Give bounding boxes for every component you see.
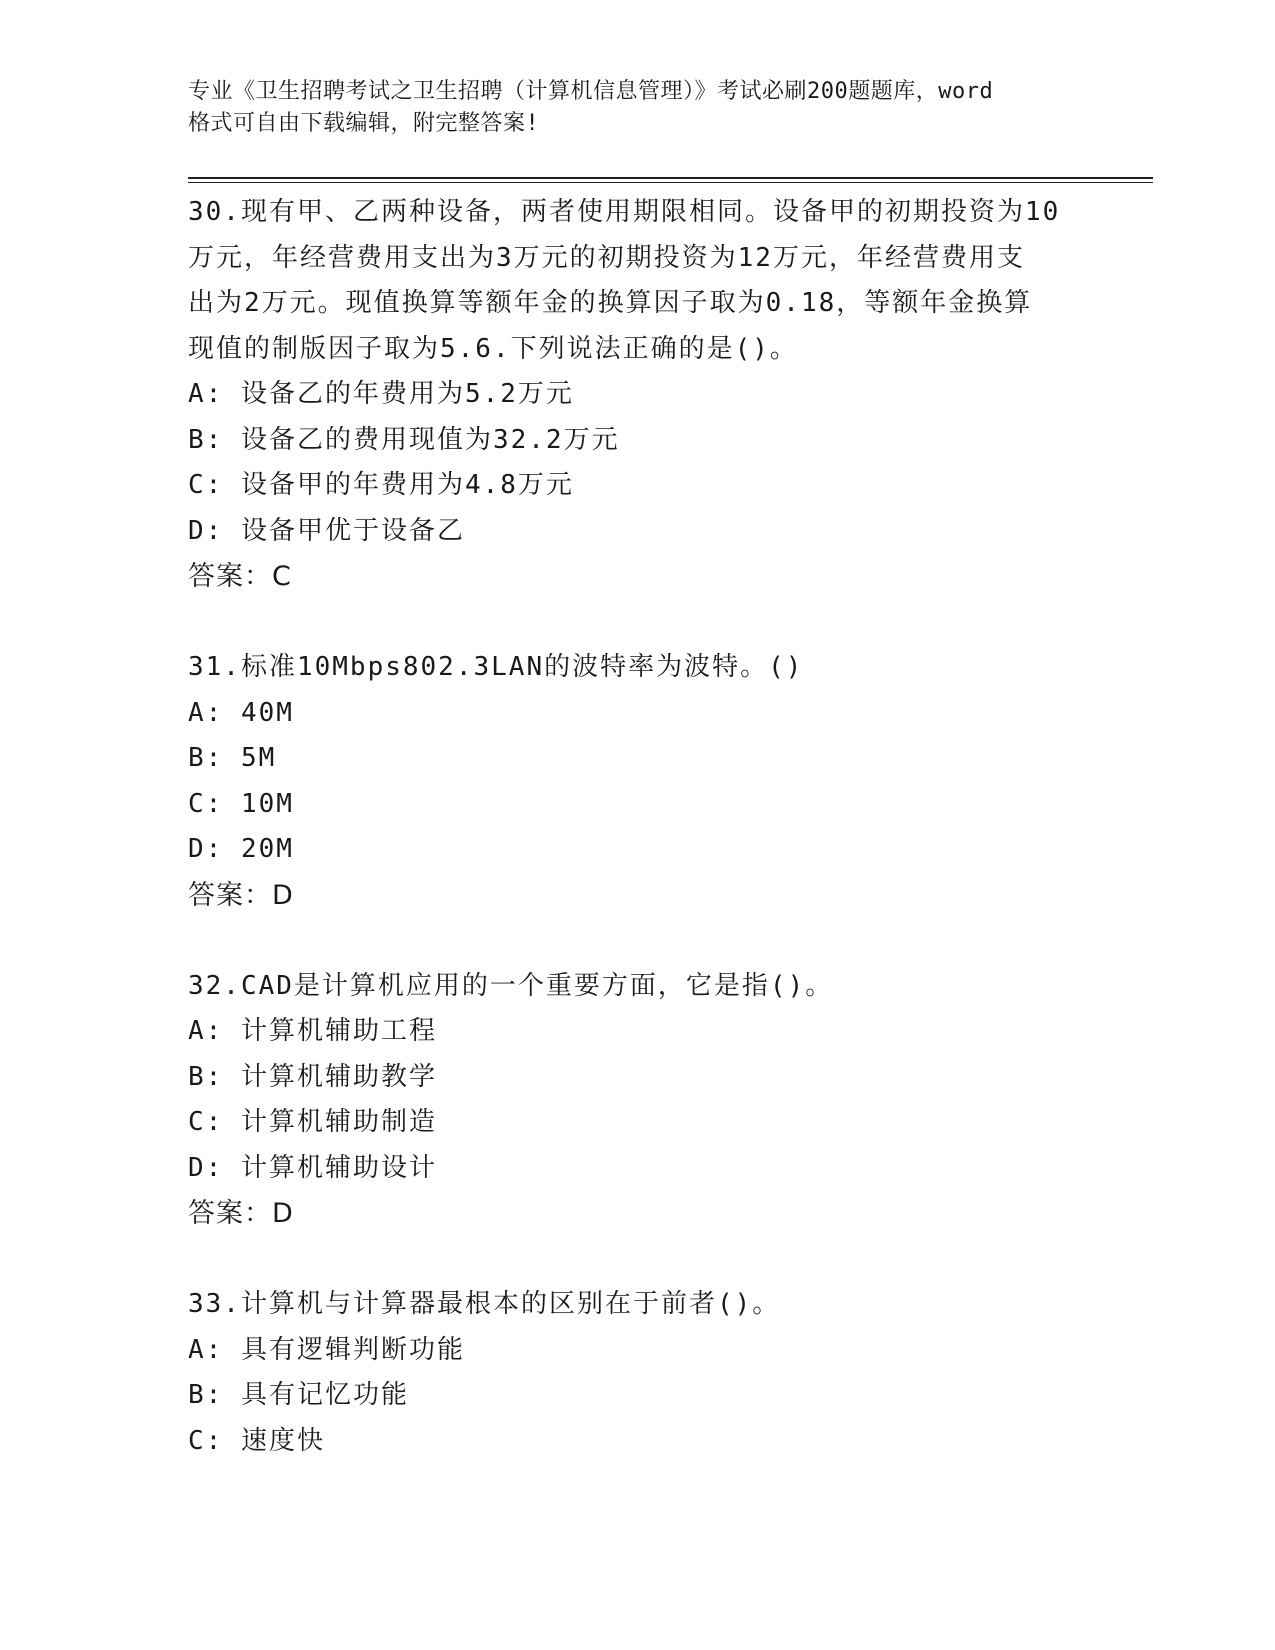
option-c: C: 设备甲的年费用为4.8万元 — [188, 470, 574, 500]
option-c: C: 10M — [188, 788, 294, 819]
header-divider — [188, 177, 1153, 179]
option-b: B: 计算机辅助教学 — [188, 1061, 437, 1092]
question-stem: 32.CAD是计算机应用的一个重要方面，它是指()。 — [188, 970, 834, 1001]
question-stem: 万元，年经营费用支出为3万元的初期投资为12万元，年经营费用支 — [188, 242, 1025, 273]
option-c: C: 速度快 — [188, 1425, 325, 1456]
answer: 答案：D — [188, 1198, 294, 1229]
option-a: A: 具有逻辑判断功能 — [188, 1334, 465, 1365]
question-spacer — [188, 1237, 1088, 1283]
question-32 — [188, 964, 1088, 1283]
question-31 — [188, 645, 1088, 964]
option-d: D: 计算机辅助设计 — [188, 1152, 437, 1183]
option-c: C: 计算机辅助制造 — [188, 1107, 437, 1137]
question-spacer — [188, 918, 1088, 964]
answer: 答案：C — [188, 561, 292, 592]
question-stem: 出为2万元。现值换算等额年金的换算因子取为0.18，等额年金换算 — [188, 288, 1033, 318]
option-a: A: 设备乙的年费用为5.2万元 — [188, 379, 574, 409]
option-b: B: 5M — [188, 743, 277, 773]
header-title-line-1: 专业《卫生招聘考试之卫生招聘（计算机信息管理）》考试必刷200题题库，word — [188, 79, 994, 104]
answer: 答案：D — [188, 879, 294, 911]
header-title-line-2: 格式可自由下载编辑，附完整答案! — [188, 111, 540, 136]
question-stem: 31.标准10Mbps802.3LAN的波特率为波特。() — [188, 652, 804, 682]
question-33 — [188, 1282, 1088, 1464]
option-b: B: 设备乙的费用现值为32.2万元 — [188, 424, 620, 455]
document-header — [188, 76, 1088, 140]
option-a: A: 40M — [188, 697, 294, 728]
question-30 — [188, 190, 1088, 645]
option-d: D: 20M — [188, 834, 294, 864]
option-a: A: 计算机辅助工程 — [188, 1016, 437, 1046]
option-b: B: 具有记忆功能 — [188, 1380, 409, 1410]
question-stem: 30.现有甲、乙两种设备，两者使用期限相同。设备甲的初期投资为10 — [188, 197, 1061, 227]
question-list — [188, 190, 1088, 1464]
question-stem: 现值的制版因子取为5.6.下列说法正确的是()。 — [188, 333, 798, 364]
question-spacer — [188, 600, 1088, 646]
header-divider-thin — [188, 182, 1153, 183]
option-d: D: 设备甲优于设备乙 — [188, 515, 465, 546]
question-stem: 33.计算机与计算器最根本的区别在于前者()。 — [188, 1289, 781, 1319]
